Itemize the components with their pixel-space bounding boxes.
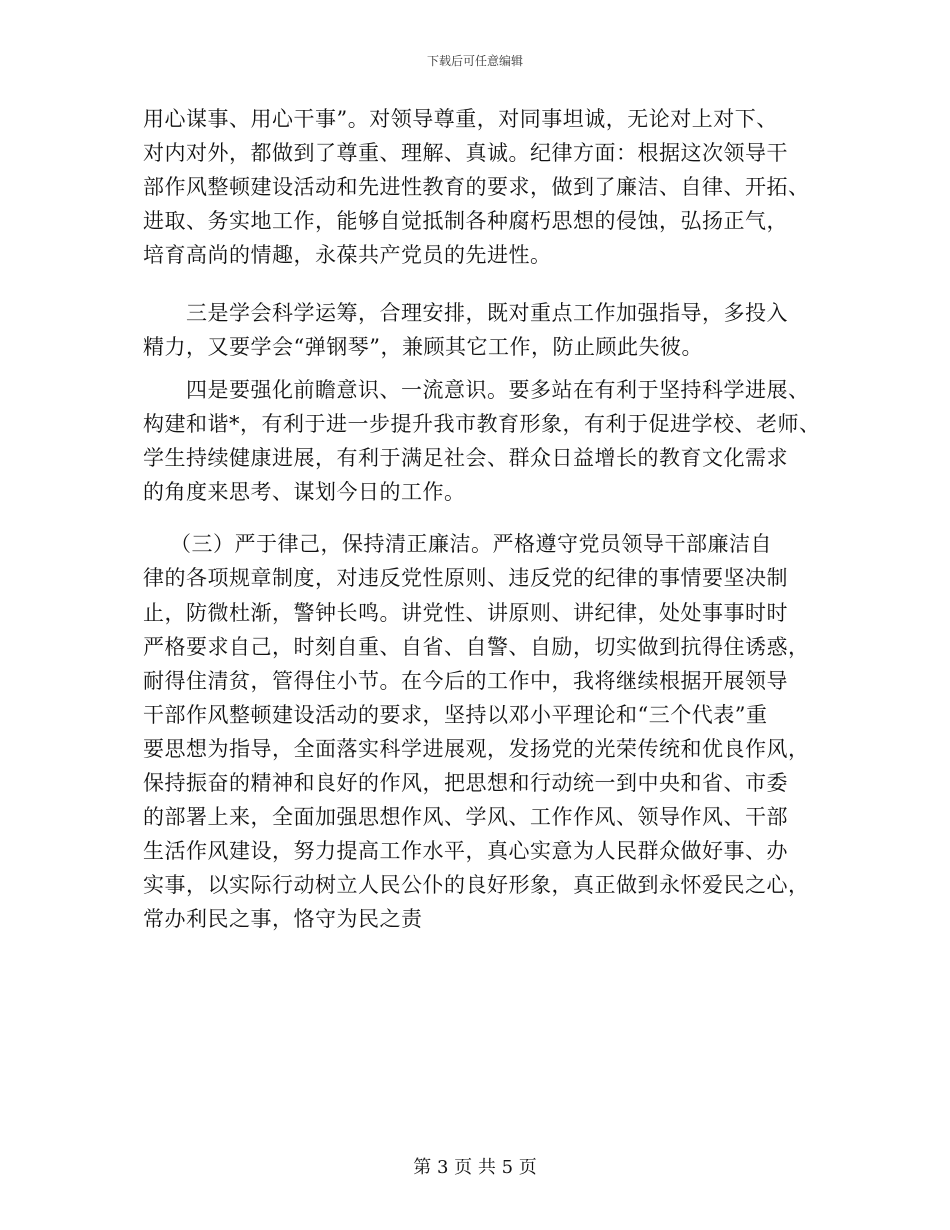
text-line: 严格要求自己，时刻自重、自省、自警、自励，切实做到抗得住诱惑， <box>143 635 810 659</box>
text-line: 三是学会科学运筹，合理安排，既对重点工作加强指导，多投入 <box>186 301 788 325</box>
text-line: 学生持续健康进展，有利于满足社会、群众日益增长的教育文化需求 <box>143 446 788 470</box>
text-line: 常办利民之事，恪守为民之责 <box>143 907 423 931</box>
text-line: （三）严于律己，保持清正廉洁。严格遵守党员领导干部廉洁自 <box>170 532 772 556</box>
text-line: 进取、务实地工作，能够自觉抵制各种腐朽思想的侵蚀，弘扬正气， <box>143 209 788 233</box>
text-line: 止，防微杜渐，警钟长鸣。讲党性、讲原则、讲纪律，处处事事时时 <box>143 601 788 625</box>
text-line: 要思想为指导，全面落实科学进展观，发扬党的光荣传统和优良作风， <box>143 737 810 761</box>
text-line: 精力，又要学会“弹钢琴”，兼顾其它工作，防止顾此失彼。 <box>143 335 703 359</box>
text-line: 干部作风整顿建设活动的要求，坚持以邓小平理论和“三个代表”重 <box>143 703 768 727</box>
page-number-footer: 第 3 页 共 5 页 <box>413 1157 537 1178</box>
text-line: 保持振奋的精神和良好的作风，把思想和行动统一到中央和省、市委 <box>143 771 788 795</box>
text-line: 用心谋事、用心干事”。对领导尊重，对同事坦诚，无论对上对下、 <box>143 107 778 131</box>
page-header-note: 下载后可任意编辑 <box>426 54 523 68</box>
text-line: 构建和谐*，有利于进一步提升我市教育形象，有利于促进学校、老师、 <box>143 412 821 436</box>
text-line: 四是要强化前瞻意识、一流意识。要多站在有利于坚持科学进展、 <box>186 378 810 402</box>
text-line: 耐得住清贫，管得住小节。在今后的工作中，我将继续根据开展领导 <box>143 669 788 693</box>
text-line: 律的各项规章制度，对违反党性原则、违反党的纪律的事情要坚决制 <box>143 566 788 590</box>
text-line: 培育高尚的情趣，永葆共产党员的先进性。 <box>143 243 552 267</box>
text-line: 生活作风建设，努力提高工作水平，真心实意为人民群众做好事、办 <box>143 839 788 863</box>
text-line: 对内对外，都做到了尊重、理解、真诚。纪律方面：根据这次领导干 <box>143 141 788 165</box>
text-line: 的部署上来，全面加强思想作风、学风、工作作风、领导作风、干部 <box>143 805 788 829</box>
text-line: 部作风整顿建设活动和先进性教育的要求，做到了廉洁、自律、开拓、 <box>143 175 810 199</box>
text-line: 实事，以实际行动树立人民公仆的良好形象，真正做到永怀爱民之心， <box>143 873 810 897</box>
text-line: 的角度来思考、谋划今日的工作。 <box>143 480 466 504</box>
